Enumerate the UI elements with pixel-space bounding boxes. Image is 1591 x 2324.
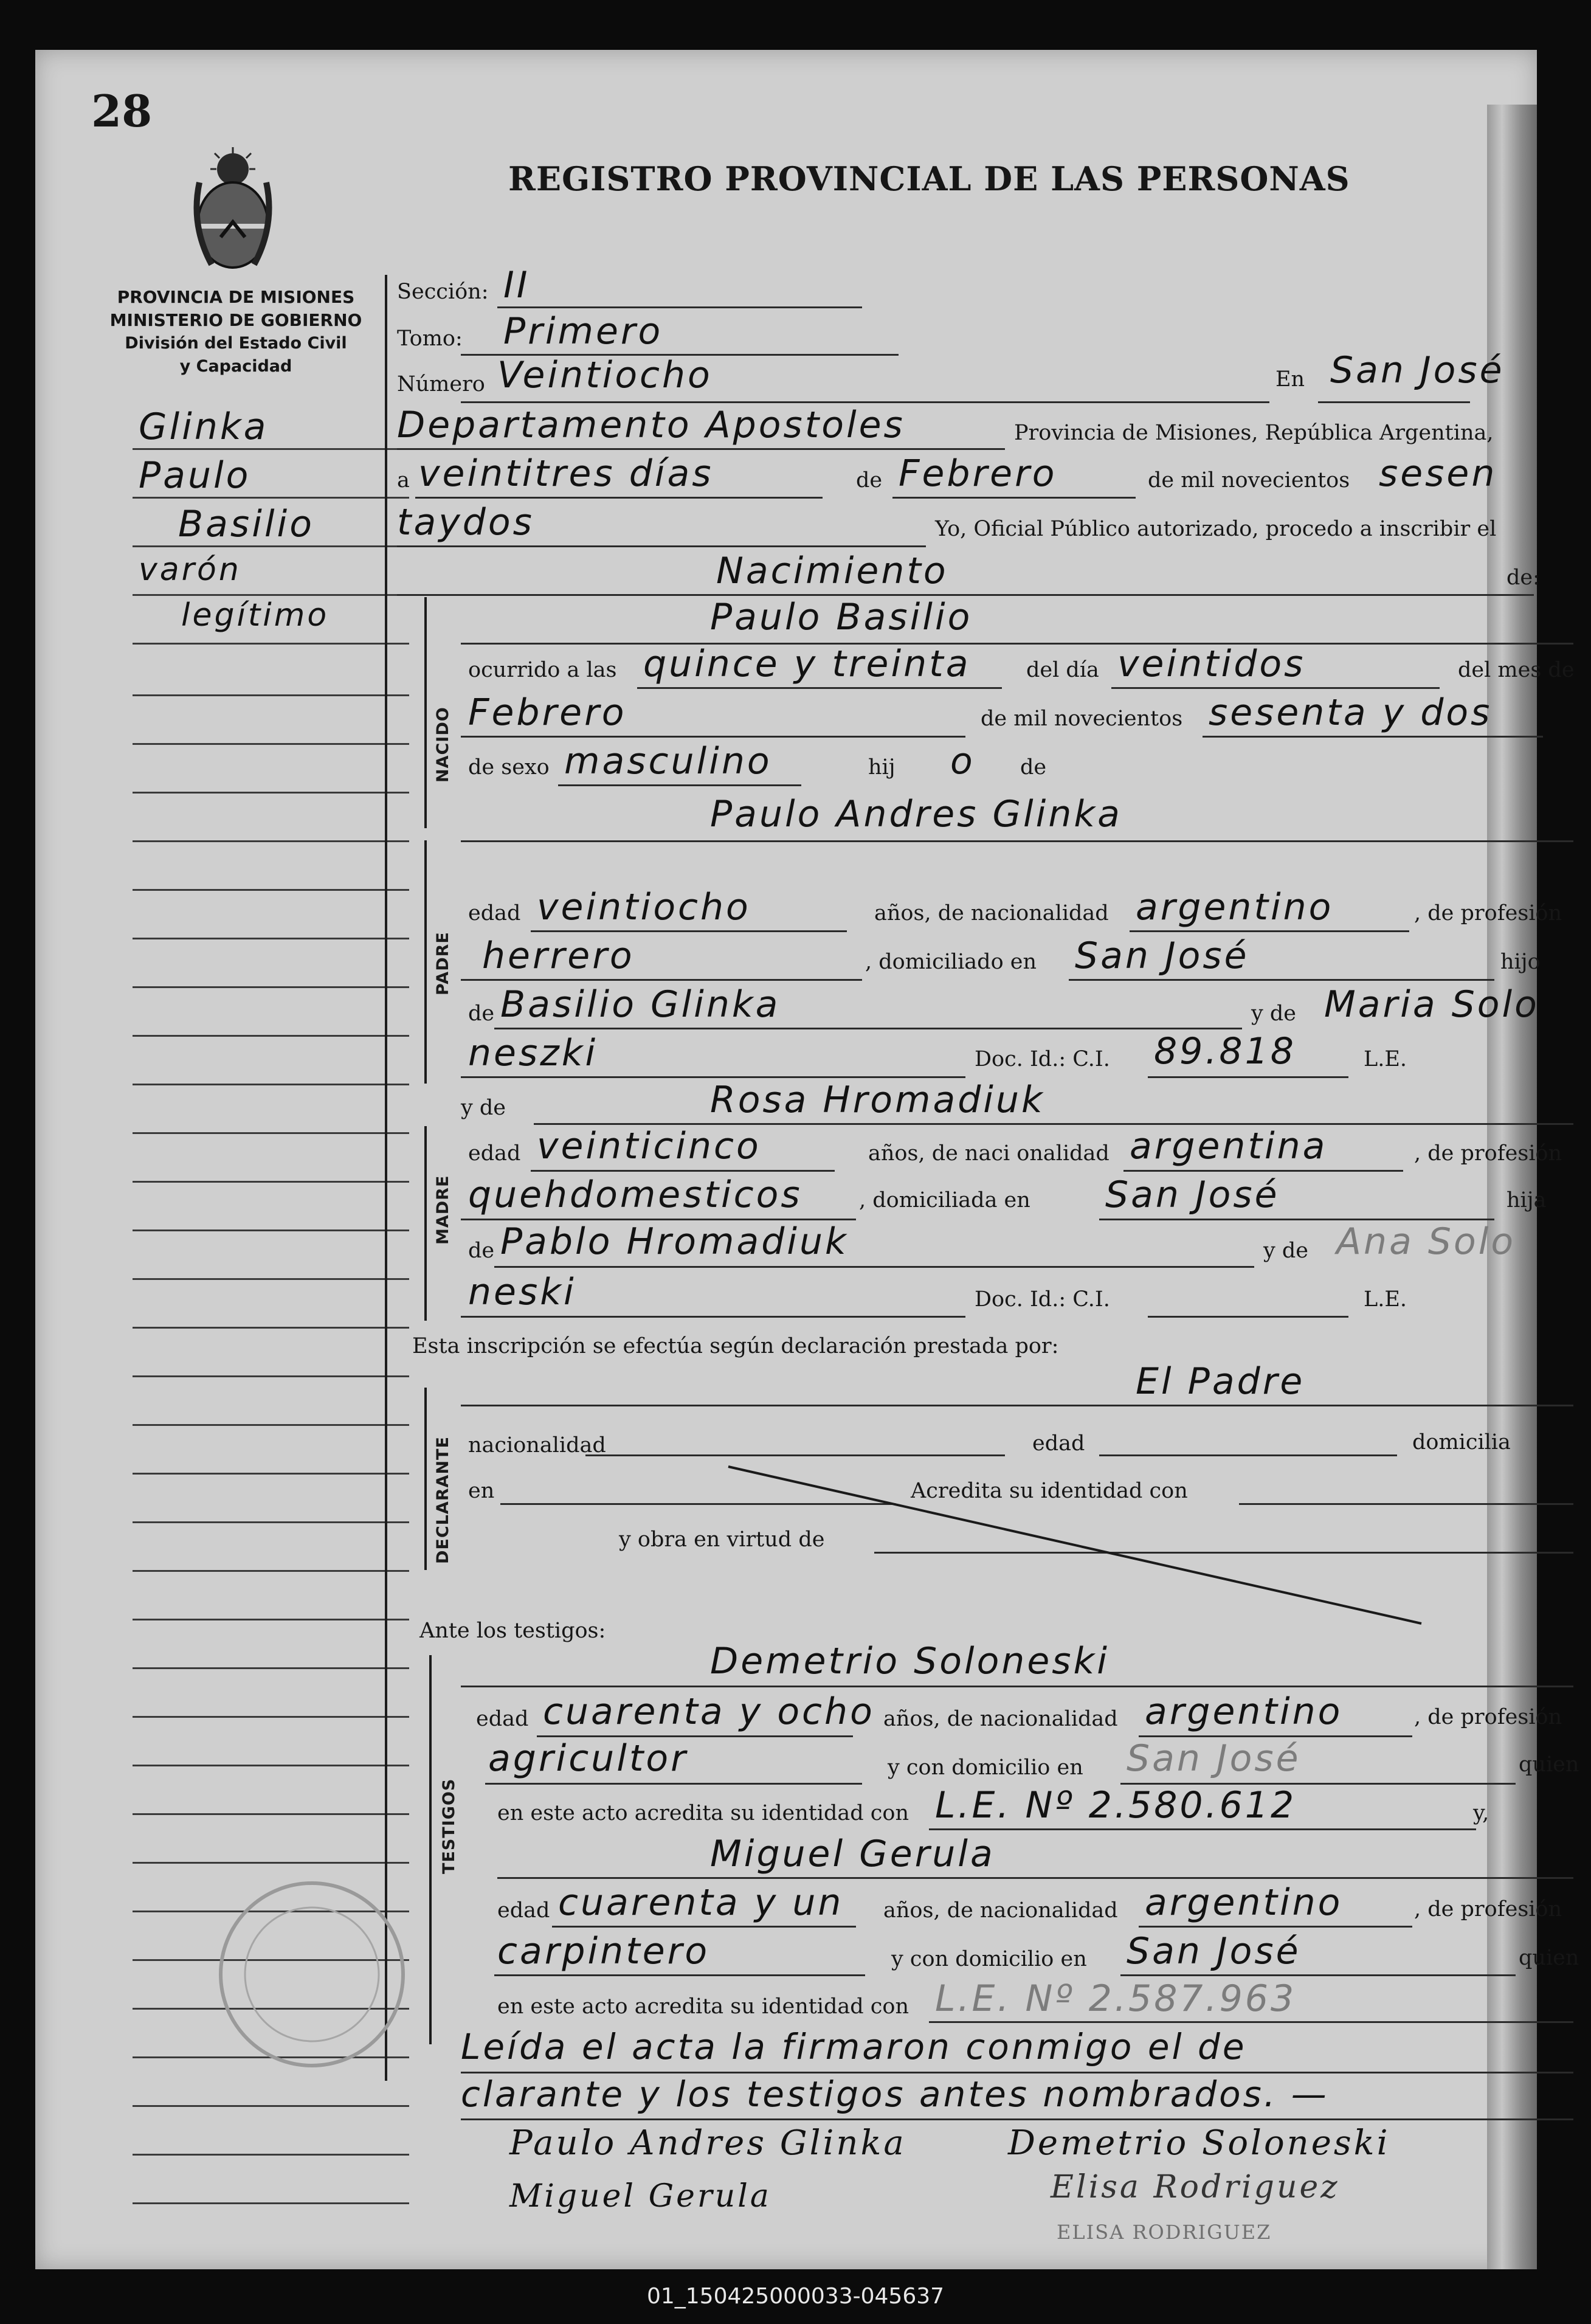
label-quien-t2: quien [1519, 1946, 1579, 1970]
field-t2-profesion: carpintero [497, 1930, 710, 1973]
field-mes-nacimiento: Febrero [468, 691, 627, 734]
document-title: REGISTRO PROVINCIAL DE LAS PERSONAS [508, 159, 1350, 198]
label-prof-padre: , de profesión [1414, 901, 1562, 925]
field-t1-nacionalidad: argentino [1145, 1690, 1343, 1733]
label-en-decl: en [468, 1479, 495, 1503]
label-y-de-madre: y de [461, 1096, 506, 1120]
label-de-padres: de [1020, 755, 1047, 780]
label-del-mes: del mes de [1458, 658, 1575, 682]
org-line-1: PROVINCIA DE MISIONES [117, 287, 355, 307]
margin-legitimacy: legítimo [181, 597, 330, 634]
nacido-border [424, 597, 427, 828]
org-line-4: y Capacidad [179, 357, 292, 376]
label-dom-t1: y con domicilio en [888, 1755, 1083, 1780]
label-de-abuelo: de [468, 1001, 495, 1026]
field-dia-acta: veintitres días [418, 452, 714, 495]
field-abuela-paterna-2: neszki [468, 1032, 598, 1074]
label-y-de-abuela: y de [1251, 1001, 1297, 1026]
margin-surname: Glinka [139, 406, 269, 448]
field-en: San José [1330, 349, 1505, 392]
label-yo-oficial: Yo, Oficial Público autorizado, procedo a inscribir el [935, 517, 1497, 541]
field-abuelo-materno: Pablo Hromadiuk [500, 1220, 849, 1263]
declarante-border [424, 1388, 427, 1570]
label-hija: hija [1506, 1188, 1547, 1212]
padre-border [424, 840, 427, 1084]
field-numero: Veintiocho [497, 354, 713, 396]
label-doc-id-madre: Doc. Id.: C.I. [975, 1287, 1110, 1312]
field-padre-ci: 89.818 [1154, 1030, 1296, 1073]
label-y-de-abuela-mat: y de [1263, 1239, 1309, 1263]
field-tomo: Primero [503, 310, 663, 353]
field-t1-profesion: agricultor [488, 1737, 688, 1780]
label-edad-t2: edad [497, 1898, 550, 1923]
field-hij-suffix: o [950, 740, 975, 783]
coat-of-arms-seal [187, 146, 278, 277]
org-header [108, 286, 364, 378]
field-padre-profesion: herrero [482, 935, 635, 977]
field-abuela-materna-1: Ana Solo [1336, 1220, 1516, 1263]
label-de-sexo: de sexo [468, 755, 550, 780]
field-madre-nombre: Rosa Hromadiuk [710, 1079, 1045, 1121]
field-ano-nacimiento: sesenta y dos [1209, 691, 1493, 734]
field-departamento: Departamento Apostoles [397, 404, 905, 446]
org-line-3: División del Estado Civil [125, 334, 347, 353]
field-madre-profesion: quehdomesticos [468, 1174, 802, 1216]
label-tomo: Tomo: [397, 327, 463, 351]
form-left-border [385, 275, 387, 2081]
field-abuela-paterna-1: Maria Solo [1324, 983, 1539, 1026]
field-abuela-materna-2: neski [468, 1271, 576, 1313]
field-mes-acta: Febrero [899, 452, 1057, 495]
label-prof-madre: , de profesión [1414, 1141, 1562, 1166]
cancel-strike-line [722, 1461, 1427, 1631]
field-padre-nombre: Paulo Andres Glinka [710, 793, 1122, 835]
label-en-acto-t2: en este acto acredita su identidad con [497, 1994, 909, 2019]
field-t1-documento: L.E. Nº 2.580.612 [935, 1784, 1297, 1827]
label-obra: y obra en virtud de [619, 1527, 825, 1552]
label-nac-madre: años, de naci onalidad [868, 1141, 1110, 1166]
label-de-mes: de [856, 468, 883, 493]
side-label-nacido: NACIDO [433, 707, 452, 783]
field-padre-domicilio: San José [1075, 935, 1249, 977]
field-dia-nacimiento: veintidos [1117, 643, 1306, 685]
label-a: a [397, 468, 410, 493]
signature-official: Elisa Rodriguez [1051, 2169, 1340, 2205]
signature-witness-1: Demetrio Soloneski [1008, 2123, 1390, 2163]
field-testigo-2: Miguel Gerula [710, 1833, 995, 1875]
label-edad-madre: edad [468, 1141, 521, 1166]
label-edad-decl: edad [1032, 1431, 1085, 1456]
field-declarante: El Padre [1136, 1360, 1305, 1403]
side-label-declarante: DECLARANTE [433, 1436, 452, 1564]
field-tipo-acta: Nacimiento [716, 550, 948, 592]
label-doc-id-padre: Doc. Id.: C.I. [975, 1047, 1110, 1071]
field-madre-domicilio: San José [1105, 1174, 1280, 1216]
label-edad-t1: edad [476, 1707, 529, 1731]
label-provincia: Provincia de Misiones, República Argentina, [1014, 421, 1494, 445]
label-domiciliada: , domiciliada en [859, 1188, 1030, 1212]
label-del-dia: del día [1026, 658, 1099, 682]
field-padre-edad: veintiocho [537, 886, 751, 929]
field-t2-nacionalidad: argentino [1145, 1881, 1343, 1924]
label-inscripcion: Esta inscripción se efectúa según declaración prestada por: [412, 1334, 1059, 1358]
signature-witness-2: Miguel Gerula [509, 2178, 771, 2215]
closing-line-2: clarante y los testigos antes nombrados. — [461, 2073, 1329, 2115]
label-le-madre: L.E. [1364, 1287, 1407, 1312]
label-edad-padre: edad [468, 901, 521, 925]
label-ante-testigos: Ante los testigos: [419, 1619, 606, 1643]
label-acredita-decl: Acredita su identidad con [911, 1479, 1188, 1503]
field-ano-acta-2: taydos [397, 501, 534, 544]
page-number: 28 [91, 85, 153, 137]
official-stamp-text: ELISA RODRIGUEZ [1057, 2221, 1272, 2244]
side-label-testigos: TESTIGOS [440, 1778, 458, 1874]
faint-round-seal [212, 1874, 412, 2075]
label-quien-t1: quien [1519, 1752, 1579, 1777]
label-de-mil: de mil novecientos [1148, 468, 1350, 493]
label-domiciliado: , domiciliado en [865, 950, 1037, 974]
side-label-madre: MADRE [433, 1175, 452, 1245]
label-le-padre: L.E. [1364, 1047, 1407, 1071]
field-seccion: II [503, 264, 530, 306]
label-nacionalidad-decl: nacionalidad [468, 1433, 606, 1458]
field-t2-documento: L.E. Nº 2.587.963 [935, 1977, 1297, 2020]
field-abuelo-paterno: Basilio Glinka [500, 983, 781, 1026]
field-madre-edad: veinticinco [537, 1125, 761, 1167]
label-hijo: hijo [1500, 950, 1541, 974]
signature-father: Paulo Andres Glinka [509, 2123, 906, 2163]
field-sexo: masculino [564, 740, 772, 783]
field-t1-domicilio: San José [1127, 1737, 1301, 1780]
field-hora: quince y treinta [643, 643, 971, 685]
label-de-abuelo-mat: de [468, 1239, 495, 1263]
label-y-comma: y, [1473, 1801, 1489, 1825]
field-t2-domicilio: San José [1127, 1930, 1301, 1973]
label-nac-t2: años, de nacionalidad [883, 1898, 1118, 1923]
margin-name-1: Paulo [139, 454, 251, 497]
label-en-acto-t1: en este acto acredita su identidad con [497, 1801, 909, 1825]
label-nac-t1: años, de nacionalidad [883, 1707, 1118, 1731]
label-prof-t2: , de profesión [1414, 1897, 1562, 1921]
label-dom-t2: y con domicilio en [891, 1947, 1087, 1971]
label-ocurrido: ocurrido a las [468, 658, 617, 682]
testigos-border [429, 1655, 432, 2044]
label-de-mil-2: de mil novecientos [981, 707, 1183, 731]
margin-sex: varón [139, 552, 241, 588]
org-line-2: MINISTERIO DE GOBIERNO [109, 310, 362, 330]
label-numero: Número [397, 372, 485, 396]
label-hij: hij [868, 755, 896, 780]
scan-identifier: 01_150425000033-045637 [0, 2269, 1591, 2324]
label-domicilia-decl: domicilia [1412, 1430, 1511, 1454]
field-nombre-inscripto: Paulo Basilio [710, 596, 973, 638]
label-nac-padre: años, de nacionalidad [874, 901, 1109, 925]
field-t2-edad: cuarenta y un [558, 1881, 844, 1924]
field-padre-nacionalidad: argentino [1136, 886, 1334, 929]
field-ano-acta-1: sesen [1379, 452, 1497, 495]
side-label-padre: PADRE [433, 932, 452, 995]
madre-border [424, 1126, 427, 1321]
margin-name-2: Basilio [178, 503, 314, 545]
closing-line-1: Leída el acta la firmaron conmigo el de [461, 2026, 1247, 2067]
label-de-colon: de: [1506, 565, 1540, 590]
field-testigo-1: Demetrio Soloneski [710, 1640, 1110, 1682]
label-en: En [1275, 367, 1305, 392]
registry-page [35, 50, 1579, 2269]
field-madre-nacionalidad: argentina [1130, 1125, 1328, 1167]
field-t1-edad: cuarenta y ocho [543, 1690, 875, 1733]
label-prof-t1: , de profesión [1414, 1705, 1562, 1729]
label-seccion: Sección: [397, 280, 489, 304]
